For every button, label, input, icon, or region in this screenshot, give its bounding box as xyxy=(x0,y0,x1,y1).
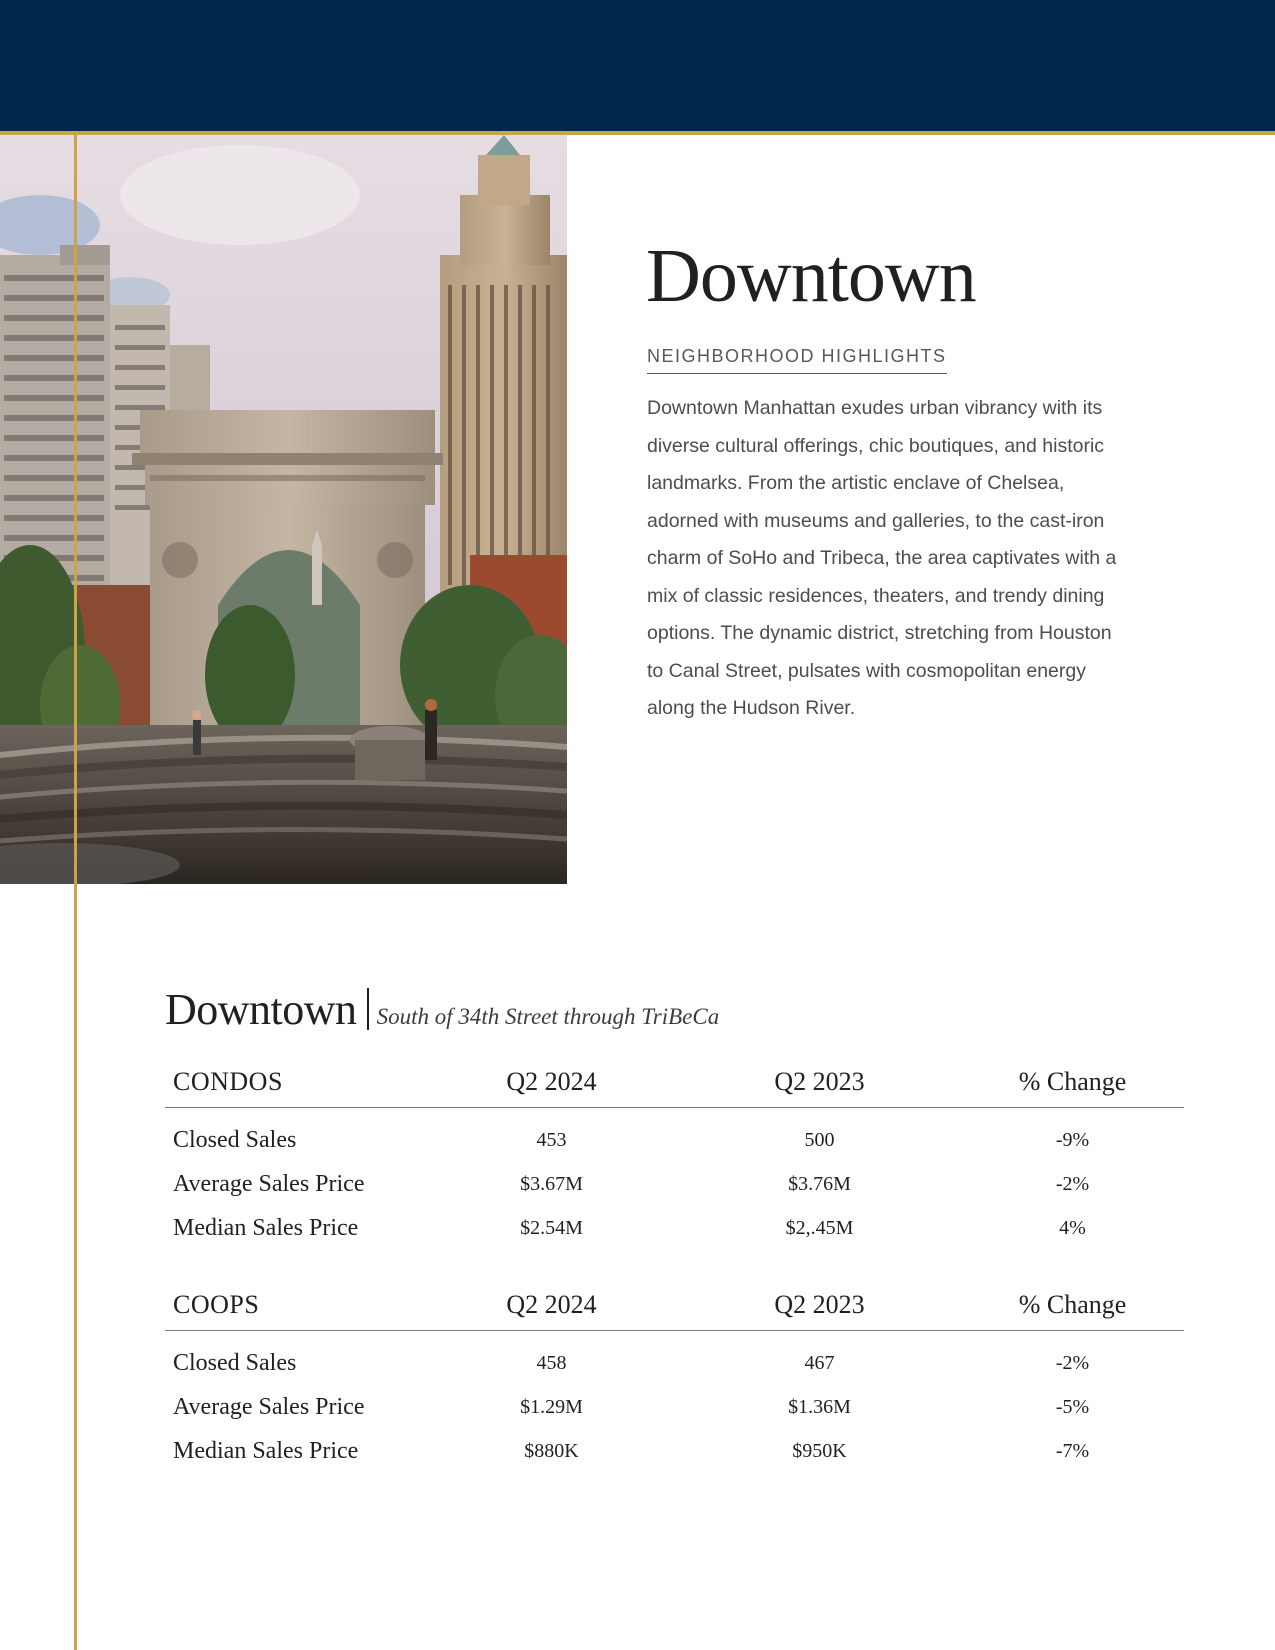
neighborhood-title: Downtown xyxy=(646,234,976,318)
table-row xyxy=(165,1108,1184,1163)
row-label: Closed Sales xyxy=(173,1126,297,1153)
table-row xyxy=(165,1162,1184,1206)
row-label: Closed Sales xyxy=(173,1349,297,1376)
condos-header: CONDOS xyxy=(165,1057,425,1108)
table-cell: $880K xyxy=(524,1439,579,1462)
table-cell: $3.76M xyxy=(788,1172,851,1195)
column-header: Q2 2023 xyxy=(678,1057,961,1108)
column-header: % Change xyxy=(961,1280,1184,1331)
table-cell: -5% xyxy=(1055,1395,1090,1418)
table-cell: 467 xyxy=(804,1351,835,1374)
table-cell: $3.67M xyxy=(520,1172,583,1195)
table-row xyxy=(165,1206,1184,1250)
table-header-row xyxy=(165,1057,1184,1108)
table-cell: 4% xyxy=(1059,1216,1086,1239)
table-header-row xyxy=(165,1280,1184,1331)
market-stats-title: Downtown xyxy=(165,985,357,1034)
table-cell: $2.54M xyxy=(520,1216,583,1239)
neighborhood-highlights-label: NEIGHBORHOOD HIGHLIGHTS xyxy=(647,346,947,374)
table-cell: -9% xyxy=(1055,1128,1090,1151)
table-cell: 458 xyxy=(536,1351,567,1374)
heading-divider xyxy=(367,988,369,1030)
table-row xyxy=(165,1385,1184,1429)
table-cell: -2% xyxy=(1055,1172,1090,1195)
row-label: Average Sales Price xyxy=(173,1393,365,1420)
table-cell: 453 xyxy=(536,1128,567,1151)
table-cell: $950K xyxy=(792,1439,847,1462)
market-stats-subtitle: South of 34th Street through TriBeCa xyxy=(376,1004,720,1029)
neighborhood-description: Downtown Manhattan exudes urban vibrancy with its diverse cultural offerings, chic boutiques, and historic landmarks. From the artistic enclave of Chelsea, adorned with museums and galleries, to the cast-iron charm of SoHo and Tribeca, the area captivates with a mix of classic residences, theaters, and trendy dining options. The dynamic district, stretching from Houston to Canal Street, pulsates with cosmopolitan energy along the Hudson River. xyxy=(647,397,1117,719)
table-cell: $2,.45M xyxy=(785,1216,854,1239)
table-row xyxy=(165,1331,1184,1386)
table-cell: 500 xyxy=(804,1128,835,1151)
condos-table xyxy=(165,1057,1184,1250)
coops-table xyxy=(165,1280,1184,1473)
table-row xyxy=(165,1429,1184,1473)
table-cell: -7% xyxy=(1055,1439,1090,1462)
washington-square-arch-photo xyxy=(0,135,567,884)
column-header: Q2 2024 xyxy=(425,1057,678,1108)
row-label: Average Sales Price xyxy=(173,1170,365,1197)
market-stats-heading xyxy=(165,984,719,1035)
header-band xyxy=(0,0,1275,131)
table-cell: $1.36M xyxy=(788,1395,851,1418)
column-header: Q2 2023 xyxy=(678,1280,961,1331)
column-header: % Change xyxy=(961,1057,1184,1108)
table-cell: -2% xyxy=(1055,1351,1090,1374)
coops-header: COOPS xyxy=(165,1280,425,1331)
column-header: Q2 2024 xyxy=(425,1280,678,1331)
table-cell: $1.29M xyxy=(520,1395,583,1418)
row-label: Median Sales Price xyxy=(173,1214,359,1241)
gold-vertical-rule xyxy=(74,135,77,1650)
row-label: Median Sales Price xyxy=(173,1437,359,1464)
